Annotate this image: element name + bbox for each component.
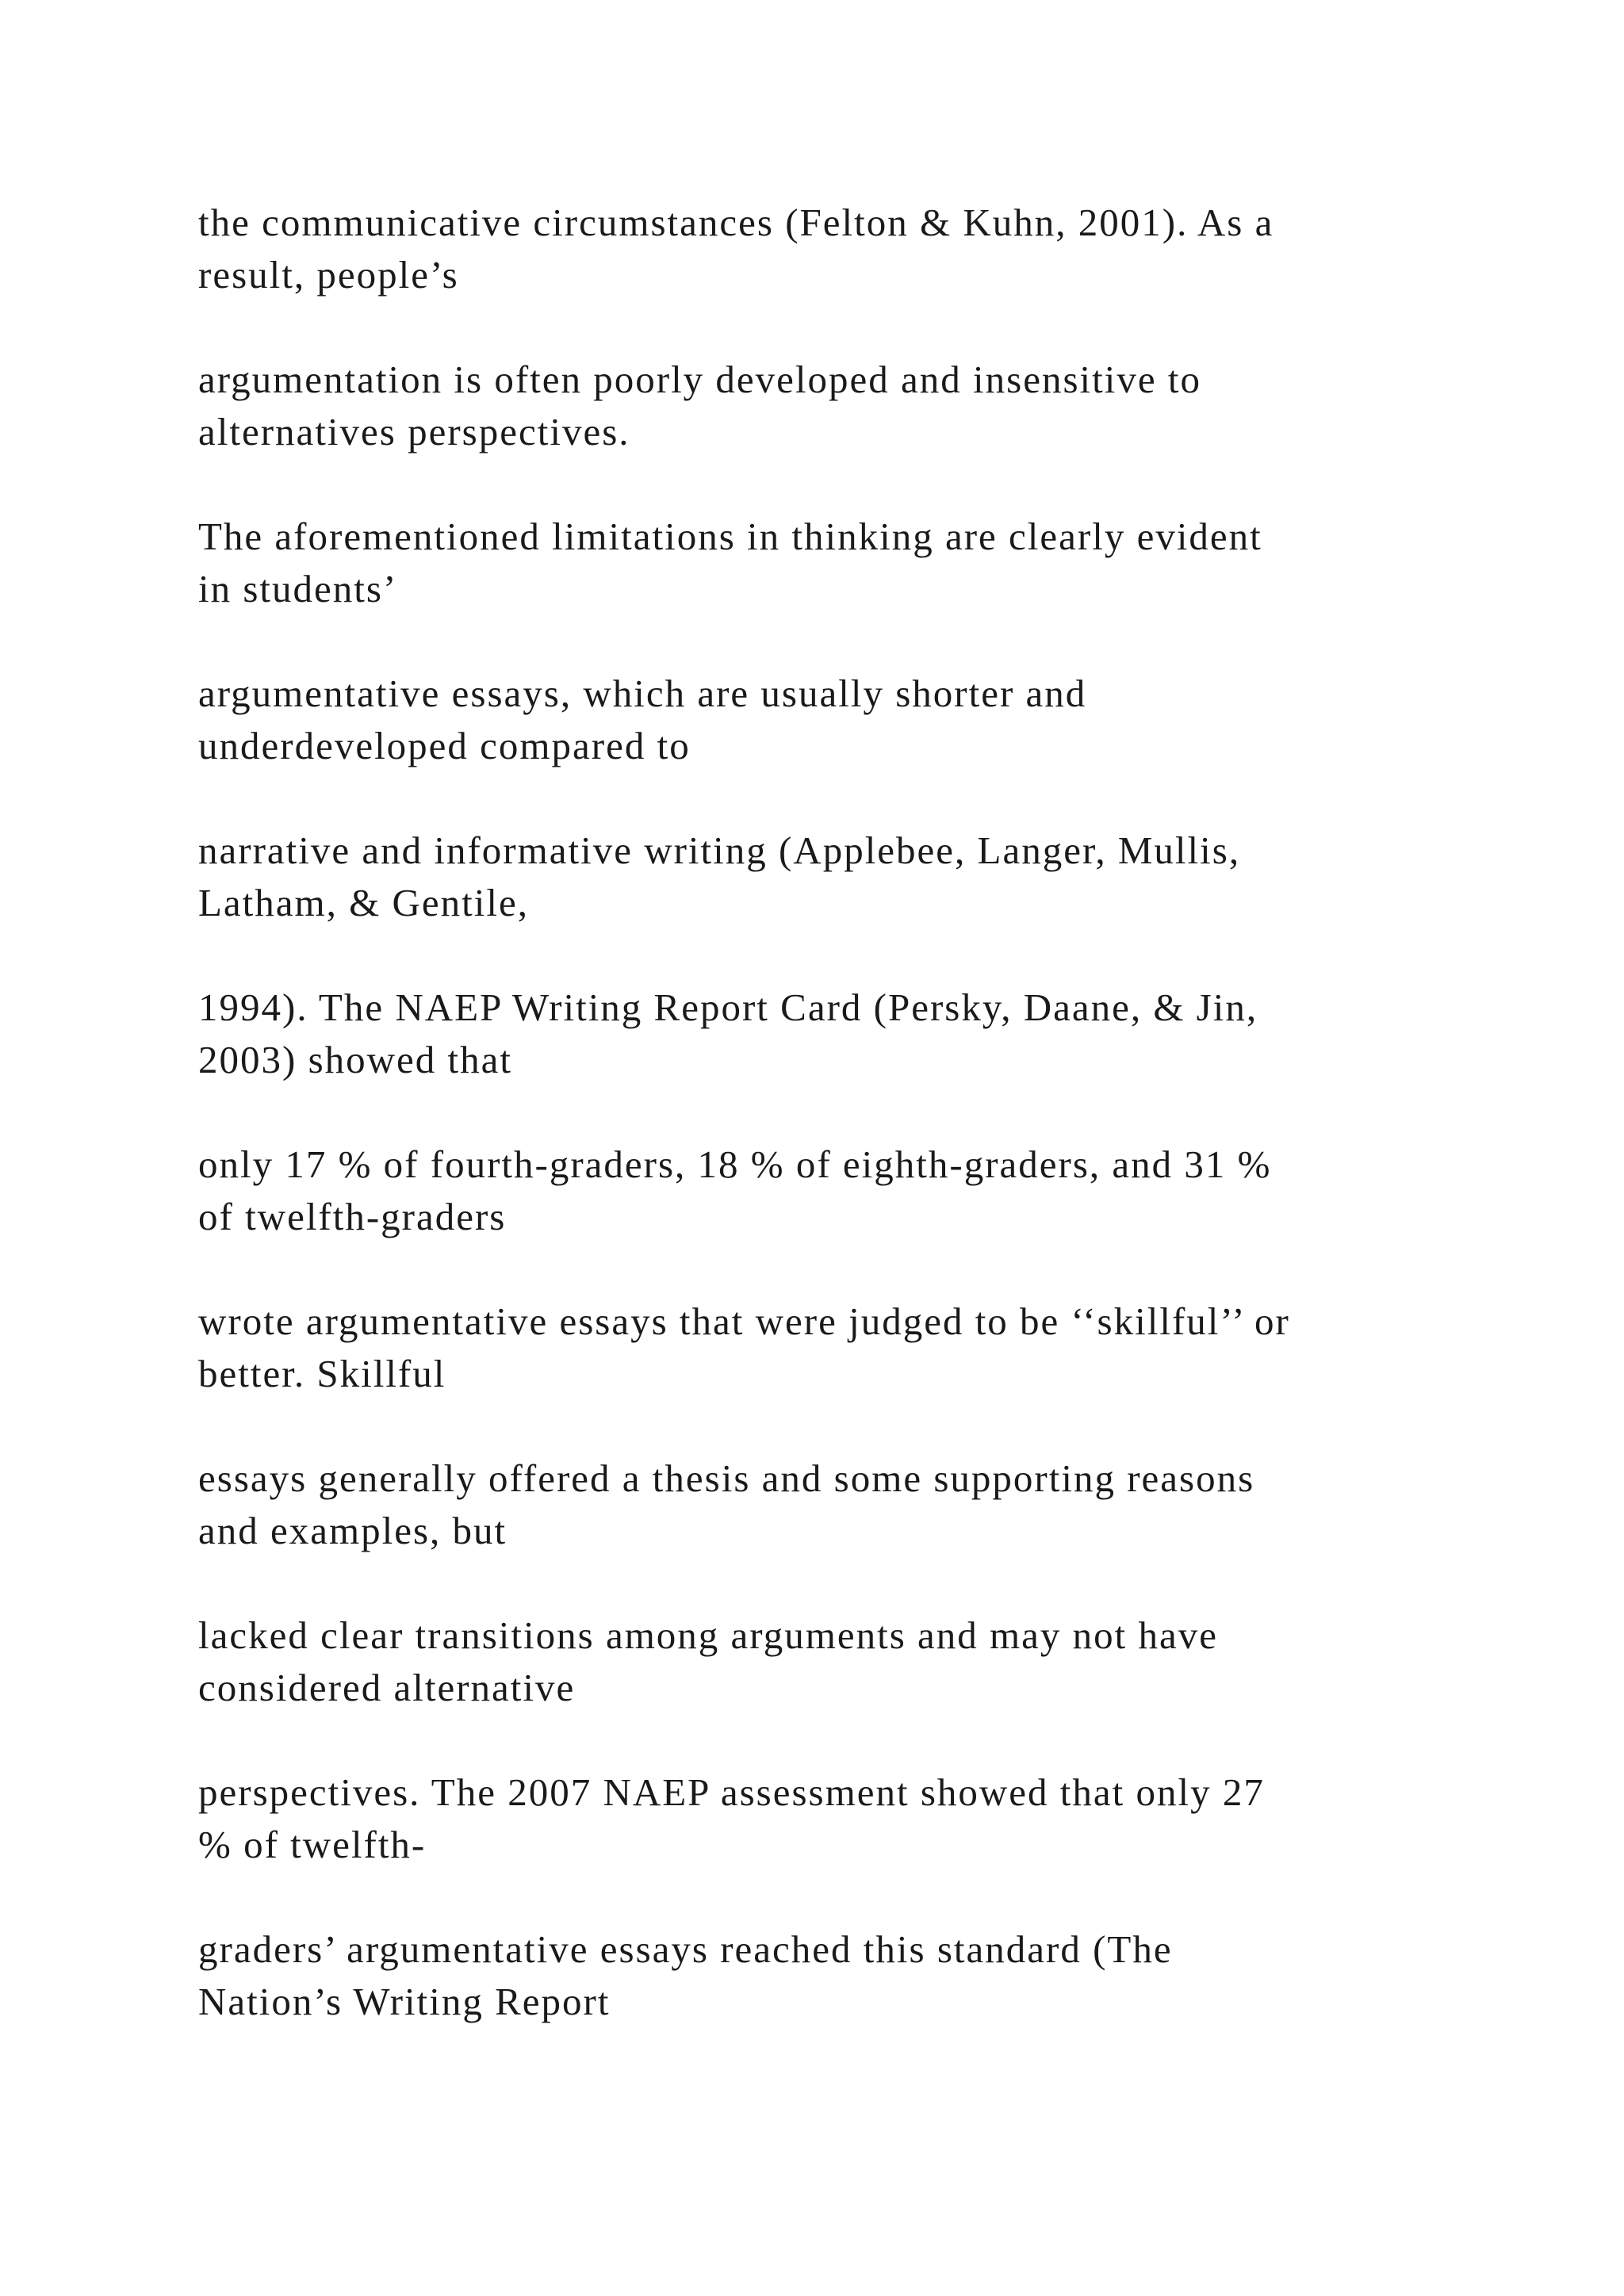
paragraph [198, 197, 1451, 301]
text-line: better. Skillful [198, 1352, 446, 1395]
text-line: argumentative essays, which are usually shorter and [198, 672, 1087, 715]
paragraph [198, 982, 1451, 1086]
paragraph [198, 825, 1451, 929]
text-line: lacked clear transitions among arguments and may not have [198, 1613, 1219, 1657]
text-line: of twelfth-graders [198, 1195, 507, 1238]
text-line: perspectives. The 2007 NAEP assessment showed that only 27 [198, 1770, 1265, 1814]
text-line: in students’ [198, 567, 398, 610]
text-line: the communicative circumstances (Felton & Kuhn, 2001). As a [198, 201, 1274, 244]
text-line: considered alternative [198, 1666, 576, 1709]
paragraph [198, 1766, 1451, 1871]
text-line: Latham, & Gentile, [198, 881, 529, 924]
text-line: result, people’s [198, 253, 459, 297]
document-body [198, 197, 1451, 2080]
text-line: alternatives perspectives. [198, 410, 630, 453]
paragraph [198, 1452, 1451, 1557]
text-line: wrote argumentative essays that were judged to be ‘‘skillful’’ or [198, 1299, 1290, 1343]
text-line: narrative and informative writing (Applebee, Langer, Mullis, [198, 828, 1241, 872]
text-line: argumentation is often poorly developed and insensitive to [198, 358, 1201, 401]
text-line: graders’ argumentative essays reached this standard (The [198, 1927, 1173, 1971]
paragraph [198, 1138, 1451, 1243]
paragraph [198, 668, 1451, 772]
paragraph [198, 511, 1451, 615]
text-line: and examples, but [198, 1509, 508, 1552]
paragraph [198, 1295, 1451, 1400]
text-line: 2003) showed that [198, 1038, 512, 1081]
paragraph [198, 1923, 1451, 2028]
text-line: 1994). The NAEP Writing Report Card (Persky, Daane, & Jin, [198, 985, 1258, 1029]
text-line: % of twelfth- [198, 1823, 427, 1866]
text-line: only 17 % of fourth-graders, 18 % of eighth-graders, and 31 % [198, 1142, 1272, 1186]
text-line: essays generally offered a thesis and some supporting reasons [198, 1456, 1255, 1500]
paragraph [198, 1609, 1451, 1714]
paragraph [198, 354, 1451, 458]
text-line: Nation’s Writing Report [198, 1980, 611, 2023]
text-line: underdeveloped compared to [198, 724, 691, 767]
text-line: The aforementioned limitations in thinking are clearly evident [198, 515, 1262, 558]
